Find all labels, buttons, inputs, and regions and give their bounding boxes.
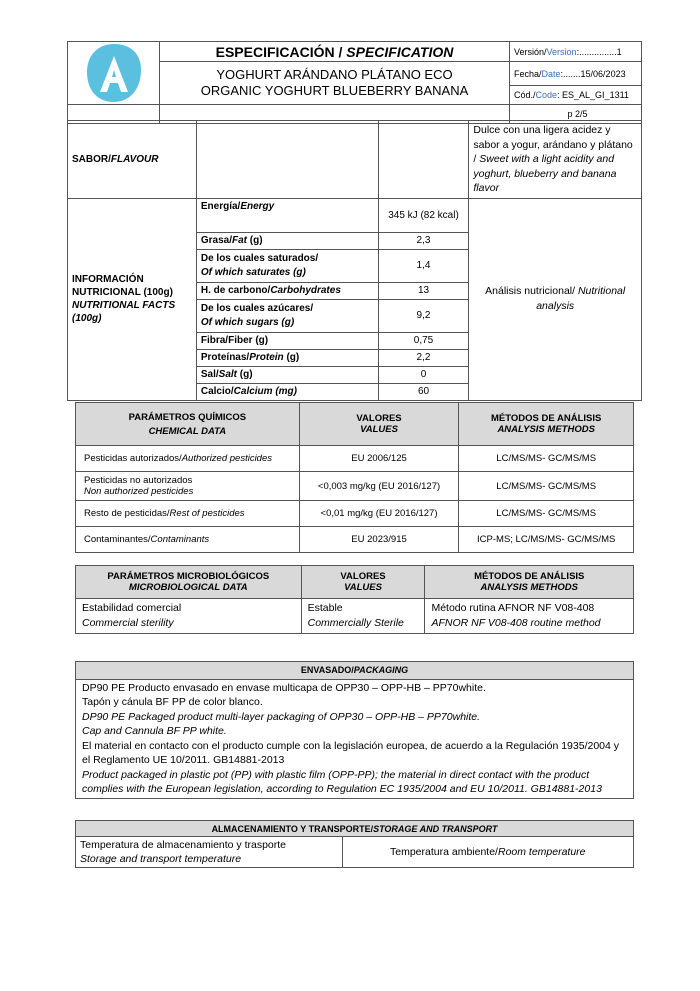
- date-field: Fecha/Date:.......15/06/2023: [510, 62, 642, 86]
- product-name: YOGHURT ARÁNDANO PLÁTANO ECO ORGANIC YOGHURT BLUEBERRY BANANA: [160, 62, 510, 105]
- micro-header-methods: MÉTODOS DE ANÁLISIS ANALYSIS METHODS: [425, 566, 634, 599]
- flavour-label: SABOR/FLAVOUR: [68, 121, 197, 199]
- brand-logo-icon: [83, 42, 145, 104]
- logo-cell: [68, 42, 160, 105]
- micro-value: Estable Commercially Sterile: [301, 599, 425, 634]
- empty-cell: [196, 121, 378, 199]
- empty-cell: [378, 121, 469, 199]
- micro-header-values: VALORES VALUES: [301, 566, 425, 599]
- nutrient-name: De los cuales azúcares/ Of which sugars (g): [196, 299, 378, 332]
- nutrition-label: INFORMACIÓN NUTRICIONAL (100g) NUTRITIONAL FACTS (100g): [68, 198, 197, 400]
- nutrient-value: 345 kJ (82 kcal): [378, 198, 469, 232]
- nutrient-name: H. de carbono/Carbohydrates: [196, 282, 378, 299]
- document-title: ESPECIFICACIÓN / SPECIFICATION: [160, 42, 510, 62]
- nutrient-value: 2,3: [378, 232, 469, 249]
- storage-param: Temperatura de almacenamiento y trasporte Storage and transport temperature: [76, 837, 343, 868]
- chemical-param: Pesticidas autorizados/Authorized pesticides: [76, 446, 300, 472]
- version-field: Versión/Version:...............1: [510, 42, 642, 62]
- chemical-header-methods: MÉTODOS DE ANÁLISIS ANALYSIS METHODS: [459, 403, 634, 446]
- chemical-value: <0,003 mg/kg (EU 2016/127): [299, 472, 459, 501]
- packaging-header: ENVASADO/PACKAGING: [76, 662, 634, 680]
- header-table: [67, 41, 642, 124]
- page-number: p 2/5: [510, 105, 642, 124]
- chemical-value: <0,01 mg/kg (EU 2016/127): [299, 501, 459, 527]
- chemical-param: Contaminantes/Contaminants: [76, 527, 300, 553]
- chemical-method: LC/MS/MS- GC/MS/MS: [459, 446, 634, 472]
- nutrient-value: 0: [378, 366, 469, 383]
- micro-table: [75, 565, 634, 634]
- storage-value: Temperatura ambiente/Room temperature: [342, 837, 633, 868]
- chemical-method: ICP-MS; LC/MS/MS- GC/MS/MS: [459, 527, 634, 553]
- storage-header: ALMACENAMIENTO Y TRANSPORTE/STORAGE AND TRANSPORT: [76, 821, 634, 837]
- nutrient-value: 13: [378, 282, 469, 299]
- nutrient-name: De los cuales saturados/ Of which saturates (g): [196, 249, 378, 282]
- nutrient-value: 9,2: [378, 299, 469, 332]
- nutrient-value: 1,4: [378, 249, 469, 282]
- nutrient-name: Grasa/Fat (g): [196, 232, 378, 249]
- packaging-text: DP90 PE Producto envasado en envase multicapa de OPP30 – OPP-HB – PP70white. Tapón y cánula BF PP de color blanco. DP90 PE Packaged product multi-layer packaging of OPP30 – OPP-HB – PP70white. Cap and Cannula BF PP white. El material en contacto con el producto cumple con la legislación europea, de acuerdo a la Regulación 1935/2004 y el Reglamento UE 10/2011. GB14881-2013 Product packaged in plastic pot (PP) with plastic film (OPP-PP); the material in direct contact with the product complies with the European legislation, according to Regulation EC 1935/2004 and EU 10/2011. GB14881-2013: [76, 679, 634, 798]
- chemical-param: Resto de pesticidas/Rest of pesticides: [76, 501, 300, 527]
- chemical-value: EU 2006/125: [299, 446, 459, 472]
- chemical-header-values: VALORES VALUES: [299, 403, 459, 446]
- nutrient-value: 2,2: [378, 349, 469, 366]
- chemical-method: LC/MS/MS- GC/MS/MS: [459, 501, 634, 527]
- storage-table: [75, 820, 634, 868]
- nutrient-name: Energía/Energy: [196, 198, 378, 232]
- nutrition-method: Análisis nutricional/ Nutritional analysis: [469, 198, 642, 400]
- nutrient-name: Proteínas/Protein (g): [196, 349, 378, 366]
- chemical-table: [75, 402, 634, 553]
- packaging-table: [75, 661, 634, 799]
- chemical-param: Pesticidas no autorizados Non authorized pesticides: [76, 472, 300, 501]
- flavour-description: Dulce con una ligera acidez y sabor a yogur, arándano y plátano / Sweet with a light acidity and yoghurt, blueberry and banana flavor: [469, 121, 642, 199]
- nutrient-value: 60: [378, 383, 469, 400]
- nutrient-name: Sal/Salt (g): [196, 366, 378, 383]
- chemical-method: LC/MS/MS- GC/MS/MS: [459, 472, 634, 501]
- nutrient-name: Fibra/Fiber (g): [196, 332, 378, 349]
- micro-header-params: PARÁMETROS MICROBIOLÓGICOS MICROBIOLOGICAL DATA: [76, 566, 302, 599]
- micro-param: Estabilidad comercial Commercial sterility: [76, 599, 302, 634]
- chemical-value: EU 2023/915: [299, 527, 459, 553]
- nutrition-table: [67, 120, 642, 401]
- nutrient-name: Calcio/Calcium (mg): [196, 383, 378, 400]
- micro-method: Método rutina AFNOR NF V08-408 AFNOR NF V08-408 routine method: [425, 599, 634, 634]
- code-field: Cód./Code: ES_AL_GI_1311: [510, 86, 642, 105]
- nutrient-value: 0,75: [378, 332, 469, 349]
- chemical-header-params: PARÁMETROS QUÍMICOS CHEMICAL DATA: [76, 403, 300, 446]
